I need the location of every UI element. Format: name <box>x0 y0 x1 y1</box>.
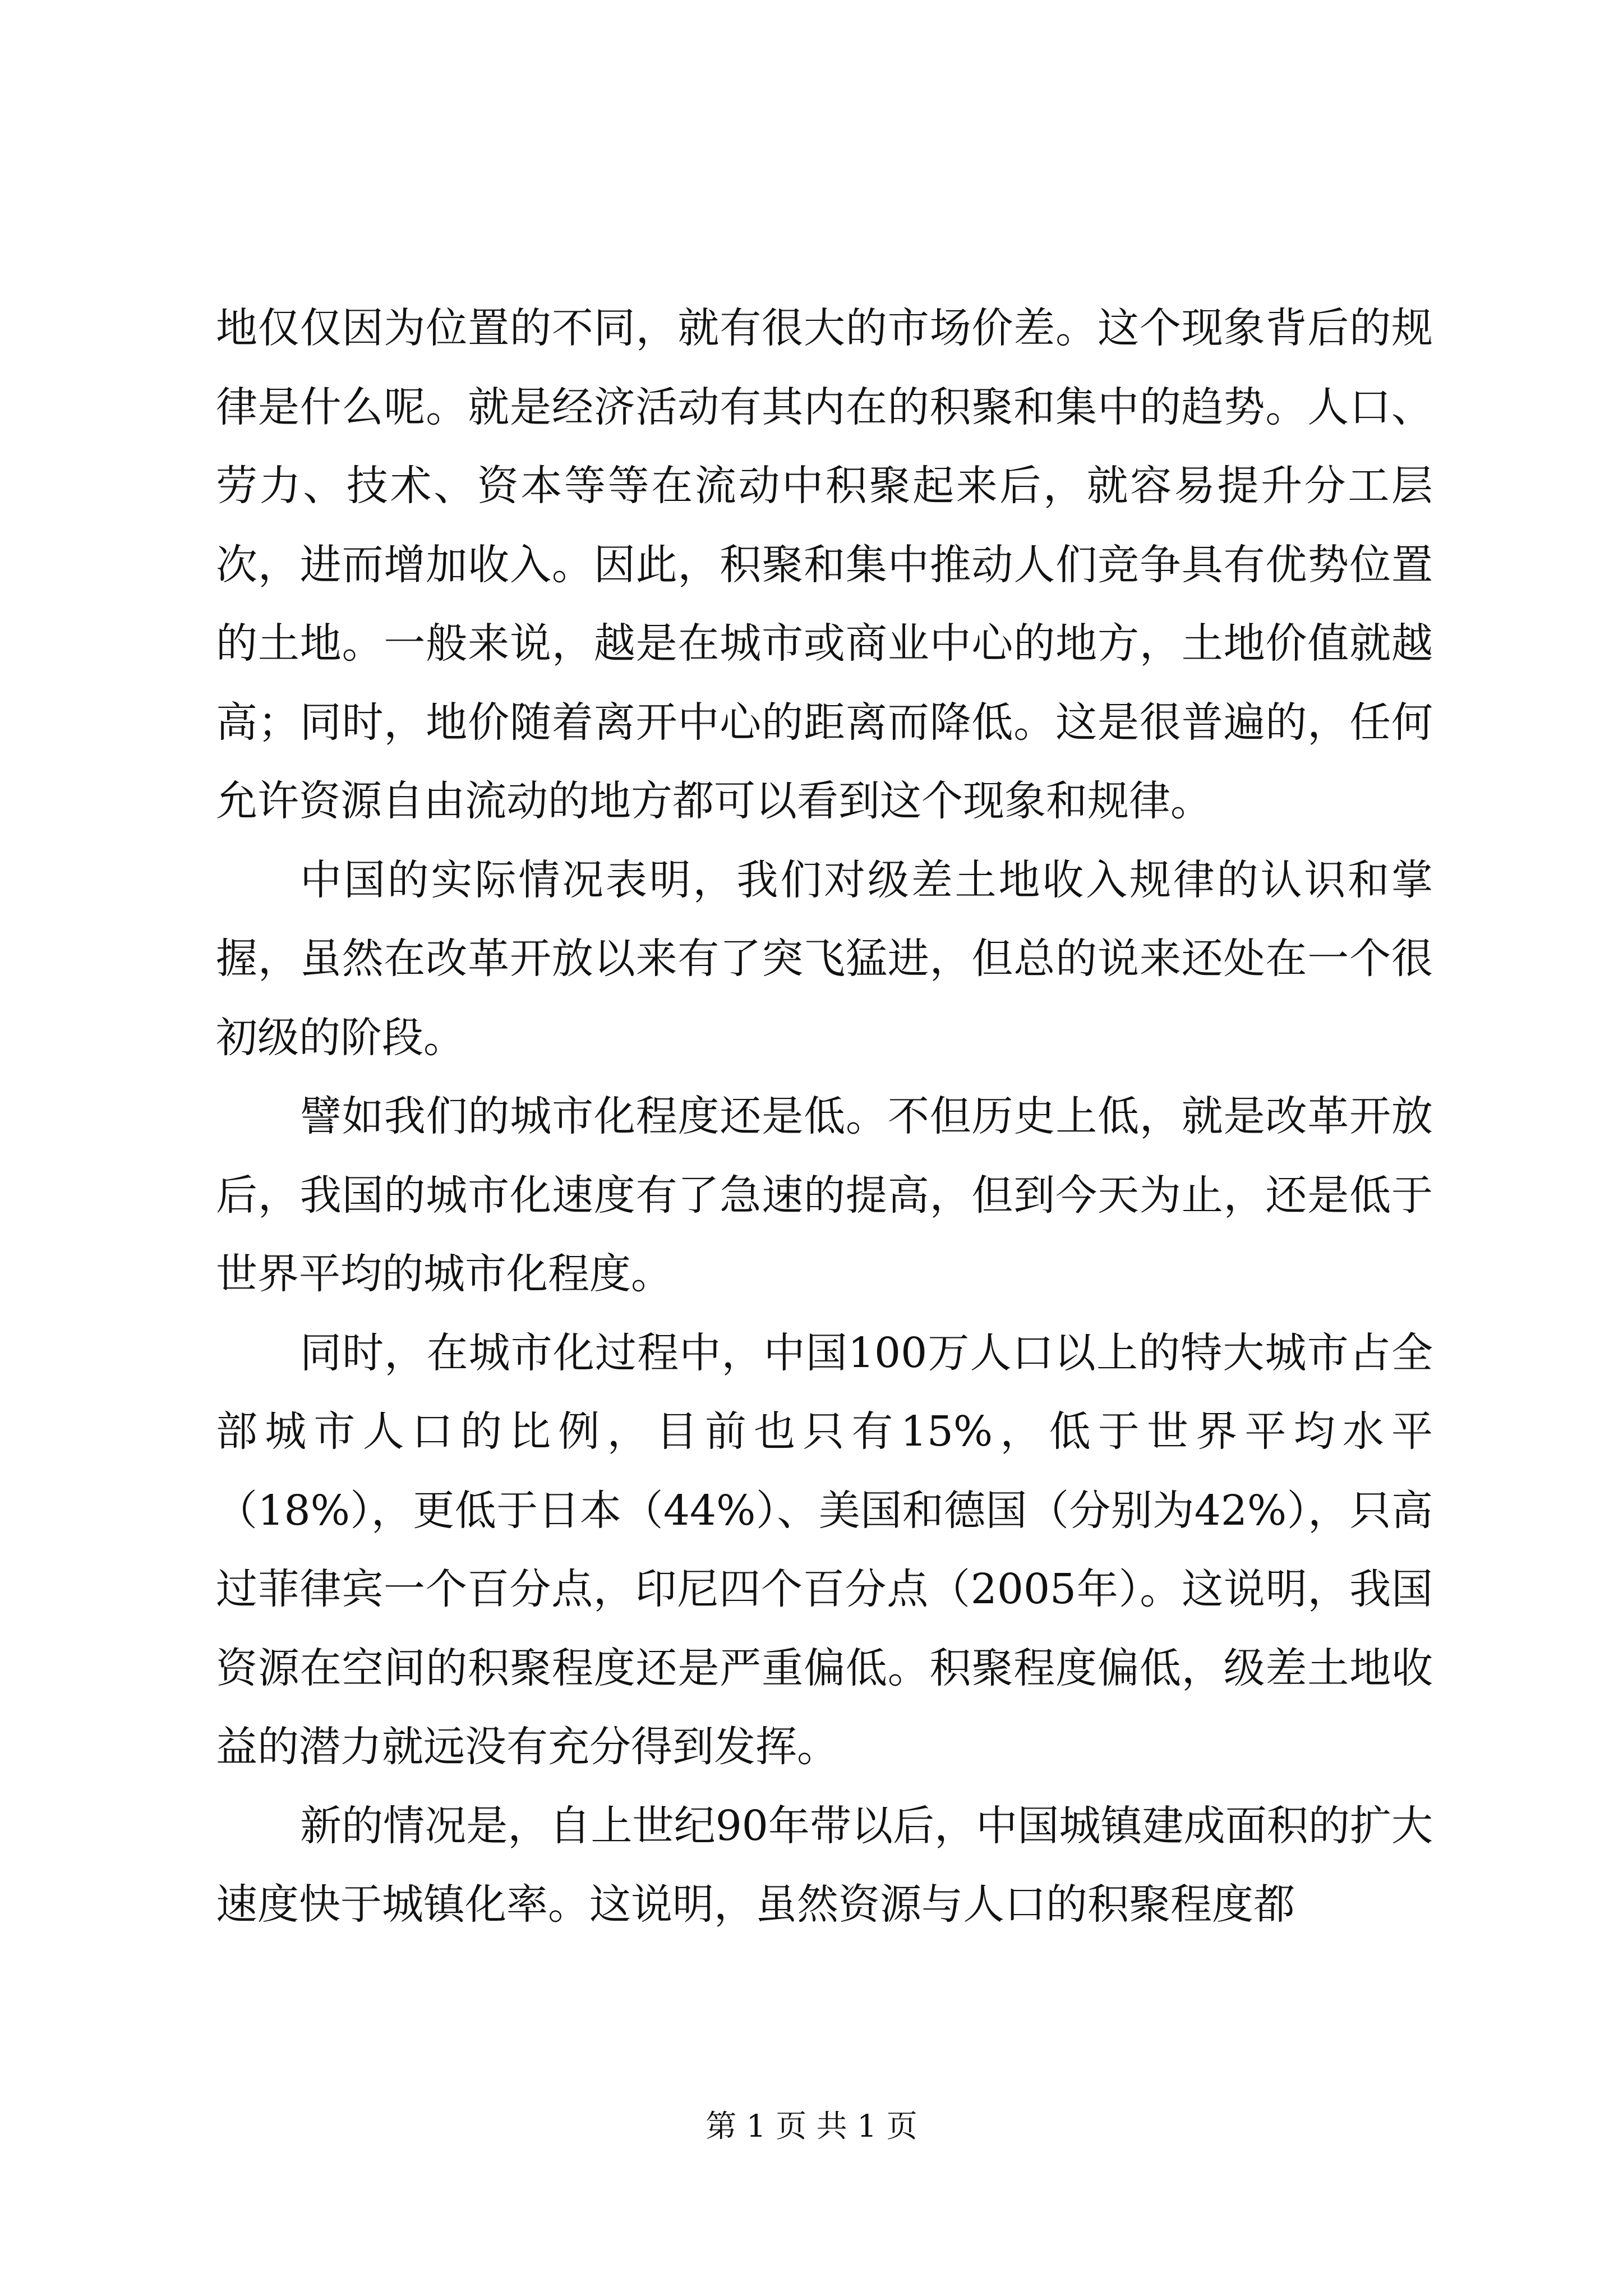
paragraph-2: 中国的实际情况表明，我们对级差土地收入规律的认识和掌握，虽然在改革开放以来有了突飞猛进，但总的说来还处在一个很初级的阶段。 <box>216 855 1433 1062</box>
paragraph-1: 地仅仅因为位置的不同，就有很大的市场价差。这个现象背后的规律是什么呢。就是经济活动有其内在的积聚和集中的趋势。人口、劳力、技术、资本等等在流动中积聚起来后，就容易提升分工层次，进而增加收入。因此，积聚和集中推动人们竞争具有优势位置的土地。一般来说，越是在城市或商业中心的地方，土地价值就越高；同时，地价随着离开中心的距离而降低。这是很普遍的，任何允许资源自由流动的地方都可以看到这个现象和规律。 <box>216 304 1433 825</box>
paragraph-5: 新的情况是，自上世纪90年带以后，中国城镇建成面积的扩大速度快于城镇化率。这说明，虽然资源与人口的积聚程度都 <box>216 1801 1433 1929</box>
paragraph-4: 同时，在城市化过程中，中国100万人口以上的特大城市占全部城市人口的比例，目前也只有15%，低于世界平均水平（18%），更低于日本（44%）、美国和德国（分别为42%），只高过菲律宾一个百分点，印尼四个百分点（2005年）。这说明，我国资源在空间的积聚程度还是严重偏低。积聚程度偏低，级差土地收益的潜力就远没有充分得到发挥。 <box>216 1328 1433 1771</box>
document-body <box>216 289 1433 1944</box>
page-footer: 第 1 页 共 1 页 <box>706 2108 917 2144</box>
paragraph-3: 譬如我们的城市化程度还是低。不但历史上低，就是改革开放后，我国的城市化速度有了急速的提高，但到今天为止，还是低于世界平均的城市化程度。 <box>216 1092 1433 1298</box>
